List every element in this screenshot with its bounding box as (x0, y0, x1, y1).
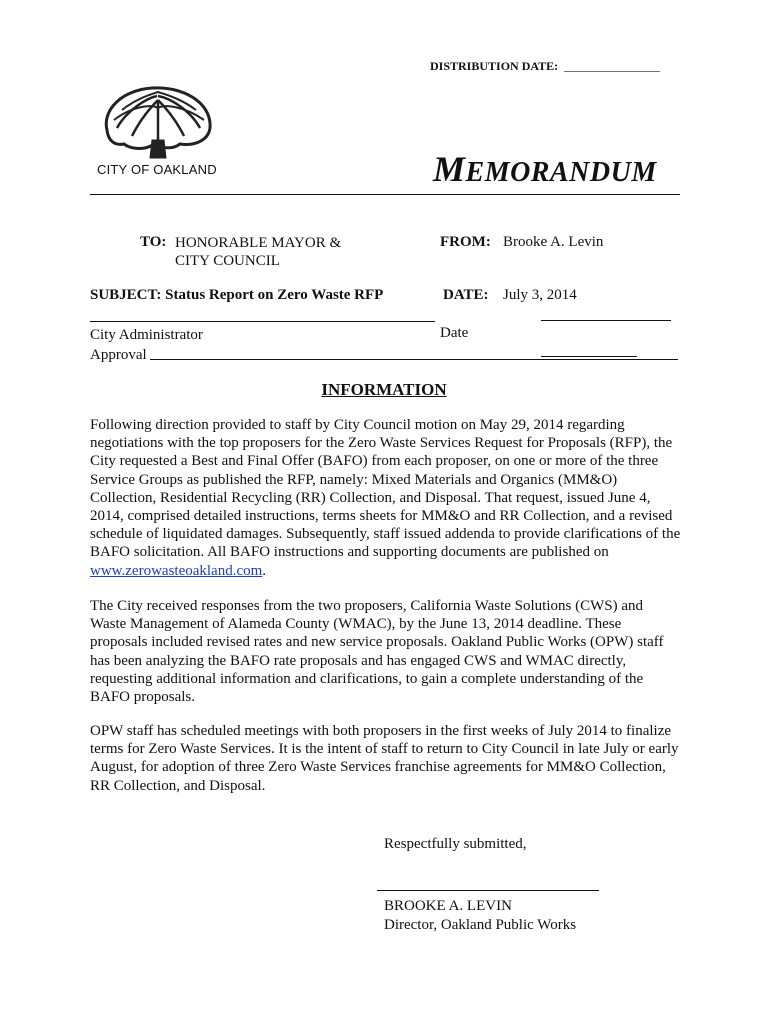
to-line-2: CITY COUNCIL (175, 253, 280, 269)
signature-block (384, 897, 576, 934)
subject-line: SUBJECT: Status Report on Zero Waste RFP (90, 287, 384, 303)
section-title (0, 380, 768, 400)
to-value (175, 234, 341, 270)
approval-signature-line (150, 359, 678, 360)
approval-date-label: Date (440, 325, 469, 341)
closing: Respectfully submitted, (384, 836, 527, 852)
date-value: July 3, 2014 (503, 287, 577, 303)
memo-title-rest: EMORANDUM (465, 157, 657, 188)
distribution-date-label: DISTRIBUTION DATE: (430, 59, 559, 73)
ca-line-2: Approval (90, 347, 147, 363)
subject-underline (90, 321, 435, 322)
to-line-1: HONORABLE MAYOR & (175, 235, 342, 251)
ca-line-1: City Administrator (90, 327, 203, 343)
paragraph-1-end: . (262, 562, 267, 579)
date-underline (541, 320, 671, 321)
section-title-text: INFORMATION (321, 380, 447, 399)
memo-title-initial: M (433, 149, 466, 189)
paragraph-2: The City received responses from the two proposers, California Waste Solutions (CWS) and Waste Management of Alameda County (WMAC), by the June 13, 2014 deadline. These proposals included revised rates and new service proposals. Oakland Public Works (OPW) staff has been analyzing the BAFO rate proposals and has engaged CWS and WMAC directly, requesting additional information and clarifications, to gain a complete understanding of the BAFO proposals. (90, 598, 664, 706)
from-label: FROM: (440, 234, 491, 250)
memo-title (433, 148, 657, 190)
zero-waste-link[interactable]: www.zerowasteoakland.com (90, 562, 263, 579)
paragraph-1-text: Following direction provided to staff by City Council motion on May 29, 2014 regarding negotiations with the top proposers for the Zero Waste Services Request for Proposals (RFP), the City requested a Best and Final Offer (BAFO) from each proposer, on one or more of the three Service Groups as published the RFP, namely: Mixed Materials and Organics (MM&O) Collection, Residential Recycling (RR) Collection, and Disposal. That request, issued June 4, 2014, comprised detailed instructions, terms sheets for MM&O and RR Collection, and a revised schedule of liquidated damages. Subsequently, staff issued addenda to provide clarifications of the BAFO solicitation. All BAFO instructions and supporting documents are published on (90, 417, 681, 561)
to-label: TO: (140, 234, 167, 250)
distribution-date-blank: ________________ (564, 59, 661, 73)
signer-title: Director, Oakland Public Works (384, 916, 577, 933)
approval-date-line (541, 356, 637, 357)
distribution-date (430, 59, 660, 74)
logo-text: CITY OF OAKLAND (97, 162, 217, 177)
from-value: Brooke A. Levin (503, 234, 604, 250)
date-label: DATE: (443, 287, 489, 303)
paragraph-1 (90, 416, 682, 580)
paragraph-3: OPW staff has scheduled meetings with both proposers in the first weeks of July 2014 to finalize terms for Zero Waste Services. It is the intent of staff to return to City Council in late July or early August, for adoption of three Zero Waste Services franchise agreements for MM&O Collection, RR Collection, and Disposal. (90, 723, 679, 794)
signer-name: BROOKE A. LEVIN (384, 898, 512, 914)
signature-line (377, 890, 599, 891)
header-rule (90, 194, 680, 195)
